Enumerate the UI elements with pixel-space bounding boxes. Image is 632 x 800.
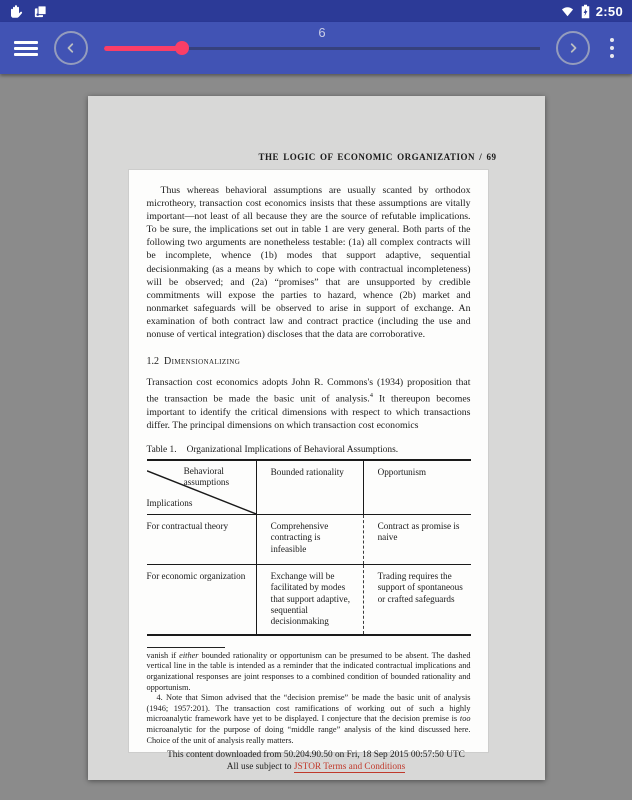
terms-line <box>88 762 545 774</box>
next-page-button[interactable] <box>556 31 590 65</box>
news-pages-icon <box>33 4 48 19</box>
wifi-icon <box>560 4 575 18</box>
table-header-row <box>147 461 471 515</box>
footnote-text: bounded rationality or opportunism can be presumed to be absent. The dashed vertical line in the table is intended as a reminder that the indicated contractual implications and organizational responses are joint responses to a combined condition of bounded rationality and opportunism. <box>146 650 471 692</box>
pdf-scroll-area[interactable] <box>0 74 632 800</box>
previous-page-button[interactable] <box>54 31 88 65</box>
section-heading <box>147 356 471 367</box>
table-row <box>147 565 471 636</box>
section-number: 1.2 <box>146 356 159 368</box>
header-behavioral-assumptions: Behavioral assumptions <box>183 465 230 488</box>
pdf-viewer-toolbar <box>0 22 632 74</box>
table-cell: Exchange will be facilitated by modes that support adaptive, sequential decisionmaking <box>257 565 364 634</box>
footnote-text: 4. Note that Simon advised that the “decision premise” be made the basic unit of analysis (1946; 1957:201). The transaction cost ramifications of working out of such a highly microanalytic framework have yet to be displayed. I conjecture that the decision premise is <box>146 693 471 724</box>
overflow-menu-icon[interactable] <box>606 34 618 62</box>
footnote-4 <box>147 693 471 746</box>
table-caption <box>147 445 471 455</box>
running-head: THE LOGIC OF ECONOMIC ORGANIZATION / 69 <box>258 152 497 162</box>
footnote-marker: 4 <box>369 392 373 400</box>
header-bounded-rationality: Bounded rationality <box>257 461 364 514</box>
gesture-hand-icon <box>9 4 24 19</box>
footnote-emphasis: either <box>179 650 199 660</box>
table-cell: Contract as promise is naive <box>377 520 460 543</box>
footnote-emphasis: too <box>459 714 471 724</box>
slider-thumb[interactable] <box>175 41 189 55</box>
chevron-right-icon <box>563 38 583 58</box>
page-slider[interactable] <box>104 22 540 74</box>
diagonal-header-cell <box>147 461 257 514</box>
slider-track-filled <box>104 46 182 51</box>
table-title: Organizational Implications of Behavioral Assumptions. <box>186 444 399 455</box>
footnote-separator <box>147 647 225 648</box>
status-bar-notifications <box>9 4 560 19</box>
jstor-terms-link[interactable]: JSTOR Terms and Conditions <box>293 761 406 772</box>
battery-charging-icon <box>581 4 590 19</box>
status-bar <box>0 0 632 22</box>
menu-icon[interactable] <box>14 41 38 56</box>
table-cell: Comprehensive contracting is infeasible <box>257 515 364 564</box>
paragraph <box>147 376 471 432</box>
table-row <box>147 515 471 565</box>
header-opportunism: Opportunism <box>377 466 427 477</box>
clock: 2:50 <box>595 3 623 19</box>
section-title: Dimensionalizing <box>164 356 241 368</box>
table-cell: For contractual theory <box>147 515 257 564</box>
paragraph-text: It thereupon becomes important to identify the critical dimensions with respect to which transactions differ. The principal dimensions on which transaction cost economics <box>146 393 471 431</box>
table-1 <box>147 459 471 636</box>
footnote-text: microanalytic for the purpose of doing “middle range” analysis of the kind discussed here. Choice of the unit of analysis really matters. <box>146 724 471 745</box>
jstor-footer <box>88 750 545 773</box>
footnote-text: vanish if <box>146 650 180 660</box>
pdf-page <box>88 96 545 780</box>
table-label: Table 1. <box>146 444 177 455</box>
page-number-indicator: 6 <box>318 25 326 40</box>
footnote-continuation <box>147 651 471 693</box>
chevron-left-icon <box>61 38 81 58</box>
status-bar-system <box>560 4 623 19</box>
download-stamp: This content downloaded from 50.204.90.50 on Fri, 18 Sep 2015 00:57:50 UTC <box>167 750 465 760</box>
header-implications: Implications <box>146 498 193 509</box>
terms-prefix: All use subject to <box>226 761 294 772</box>
table-cell: For economic organization <box>147 565 257 634</box>
paragraph: Thus whereas behavioral assumptions are usually scanted by orthodox microtheory, transaction cost economics insists that these assumptions are vitally important—not least of all because they are the source of refutable implications. To be sure, the implications set out in table 1 are very general. Both parts of the following two arguments are nonetheless testable: (1a) all complex contracts will be incomplete, whence (1b) modes that support adaptive, sequential decisionmaking (as a means by which to cope with contractual incompleteness) will be observed; and (2a) “promises” that are unsupported by credible commitments will expose the parties to hazard, whence (2b) market and nonmarket safeguards will be observed to arise in support of exchange. An examination of both contract law and contract practice (including the use and nonuse of vertical integration) discloses that the data are corroborative. <box>146 185 471 341</box>
table-cell: Trading requires the support of spontaneous or crafted safeguards <box>377 570 463 604</box>
scanned-text-block <box>129 170 488 752</box>
paragraph-text: Transaction cost economics adopts John R. Commons's (1934) proposition that the transaction be made the basic unit of analysis. <box>146 377 471 405</box>
